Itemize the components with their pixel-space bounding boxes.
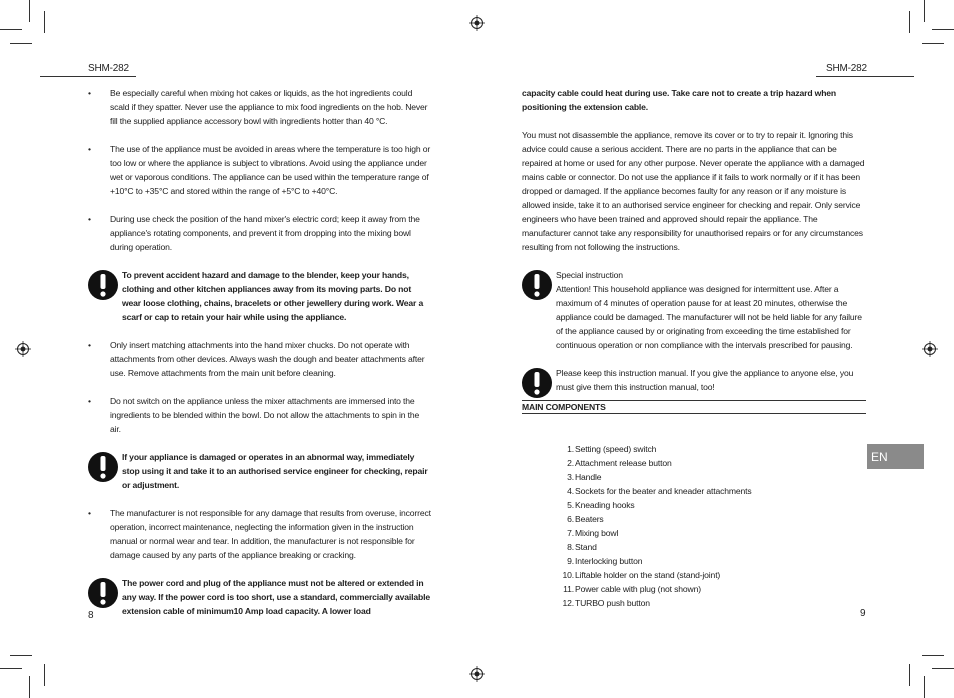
crop-mark [44,11,45,33]
crop-mark [932,29,954,30]
component-label: Attachment release button [575,458,672,468]
repair-paragraph: You must not disassemble the appliance, remove its cover or to try to repair it. Ignoring this advice could cause a serious accident. There are no parts in the appliance that can be repaired at home or used for any other purpose. Never operate the appliance with a damaged mains cable or connector. Do not use the appliance if it fails to work normally or if it has been dropped or damaged. If the appliance becomes faulty for any reason or if any moisture is allowed inside, take it to an authorised service engineer for checking and repair. Only service engineers who have been trained and approved should repair the appliance. The manufacturer cannot take any responsibility for unauthorised repairs or for any circumstances resulting from not following the instructions. [522,130,865,252]
component-item [560,540,866,554]
component-number: 9. [567,556,574,566]
bullet-item: • Only insert matching attachments into the hand mixer chucks. Do not operate with attachments from other devices. Always wash the dough and beater attachments after use. Remove attachments from the main unit before cleaning. [88,340,425,378]
continued-warning-text: capacity cable could heat during use. Take care not to create a trip hazard when positioning the extension cable. [522,88,837,112]
component-item [560,498,866,512]
crop-mark [909,11,910,33]
page-number-right: 9 [860,608,866,619]
component-item [560,484,866,498]
model-number-left: SHM-282 [88,63,129,74]
component-label: Kneading hooks [575,500,635,510]
component-label: Stand [575,542,597,552]
crop-mark [922,43,944,44]
component-item [560,554,866,568]
model-number-right: SHM-282 [826,63,867,74]
header-rule-left [40,76,136,77]
component-number: 10. [562,570,574,580]
exclamation-warning-icon [522,366,552,400]
component-label: Beaters [575,514,604,524]
crop-mark [932,668,954,669]
warning-block: To prevent accident hazard and damage to the blender, keep your hands, clothing and other kitchen appliances away from its moving parts. Do not wear loose clothing, chains, bracelets or other jewellery during work. Wear a scarf or cap to retain your hair while using the appliance. [88,268,432,324]
component-number: 6. [567,514,574,524]
component-number: 8. [567,542,574,552]
component-number: 7. [567,528,574,538]
component-item [560,582,866,596]
component-label: Interlocking button [575,556,643,566]
crop-mark [922,655,944,656]
component-label: Liftable holder on the stand (stand-joint) [575,570,721,580]
page-number-left: 8 [88,610,94,621]
crop-mark [924,0,925,22]
bullet-item: • Do not switch on the appliance unless the mixer attachments are immersed into the ingredients to be blended within the bowl. Do not allow the attachments to spin in the air. [88,396,420,434]
component-item [560,456,866,470]
component-label: Setting (speed) switch [575,444,657,454]
crop-mark [0,29,22,30]
warning-block: If your appliance is damaged or operates in an abnormal way, immediately stop using it and take it to an authorised service engineer for checking, repair or adjustment. [88,450,432,492]
left-column [88,86,432,618]
component-label: TURBO push button [575,598,650,608]
registration-mark-icon [469,15,485,31]
component-number: 12. [562,598,574,608]
crop-mark [909,664,910,686]
component-number: 1. [567,444,574,454]
keep-manual-text: Please keep this instruction manual. If you give the appliance to anyone else, you must give them this instruction manual, too! [556,368,854,392]
component-item [560,512,866,526]
component-label: Handle [575,472,602,482]
right-column [522,86,866,610]
exclamation-warning-icon [88,450,118,484]
component-label: Power cable with plug (not shown) [575,584,701,594]
exclamation-warning-icon [522,268,552,302]
crop-mark [29,0,30,22]
bullet-item: • The manufacturer is not responsible for any damage that results from overuse, incorrect operation, incorrect maintenance, neglecting the information given in the instruction manual or normal wear and tear. In addition, the manufacturer is not responsible for damage caused by any parts of the appliance breaking or cracking. [88,508,431,560]
component-item [560,442,866,456]
special-instruction-block [522,268,866,352]
component-item [560,596,866,610]
language-tab: EN [867,444,924,469]
crop-mark [10,43,32,44]
component-number: 11. [563,584,574,594]
special-instruction-text: Attention! This household appliance was designed for intermittent use. After a maximum of 4 minutes of operation pause for at least 20 minutes, otherwise the appliance could be damaged. The manufacturer will not be held liable for any failure of the appliance caused by or originating from exceeding the time established for continuous operation or non compliance with the intervals prescribed for pausing. [556,284,862,350]
exclamation-warning-icon [88,268,118,302]
keep-manual-block [522,366,866,394]
component-number: 2. [567,458,574,468]
warning-block: The power cord and plug of the appliance must not be altered or extended in any way. If the power cord is too short, use a standard, commercially available extension cable of minimum10 Amp load capacity. A lower load [88,576,432,618]
bullet-item: • Be especially careful when mixing hot cakes or liquids, as the hot ingredients could scald if they spatter. Never use the appliance to mix food ingredients on the hob. Never fill the supplied appliance accessory bowl with ingredients hotter than 40 °C. [88,88,428,126]
component-number: 4. [567,486,574,496]
component-item [560,568,866,582]
component-item [560,526,866,540]
component-number: 3. [567,472,574,482]
registration-mark-icon [922,341,938,357]
header-rule-right [816,76,914,77]
special-instruction-title: Special instruction [556,270,623,280]
component-label: Mixing bowl [575,528,619,538]
crop-mark [0,668,22,669]
registration-mark-icon [469,666,485,682]
component-number: 5. [567,500,574,510]
registration-mark-icon [15,341,31,357]
component-item [560,470,866,484]
components-list [560,442,866,610]
component-label: Sockets for the beater and kneader attachments [575,486,752,496]
crop-mark [44,664,45,686]
bullet-item: • During use check the position of the hand mixer's electric cord; keep it away from the appliance's rotating components, and prevent it from dropping into the mixing bowl during operation. [88,214,420,252]
crop-mark [29,676,30,698]
exclamation-warning-icon [88,576,118,610]
bullet-item: • The use of the appliance must be avoided in areas where the temperature is too high or too low or where the appliance is subject to vibrations. Avoid using the appliance under wet or vaporous conditions. The appliance can be used within the temperature range of +10°C to +35°C and stored within the range of +5°C to +40°C. [88,144,431,196]
section-title: MAIN COMPONENTS [522,400,866,414]
crop-mark [10,655,32,656]
crop-mark [924,676,925,698]
